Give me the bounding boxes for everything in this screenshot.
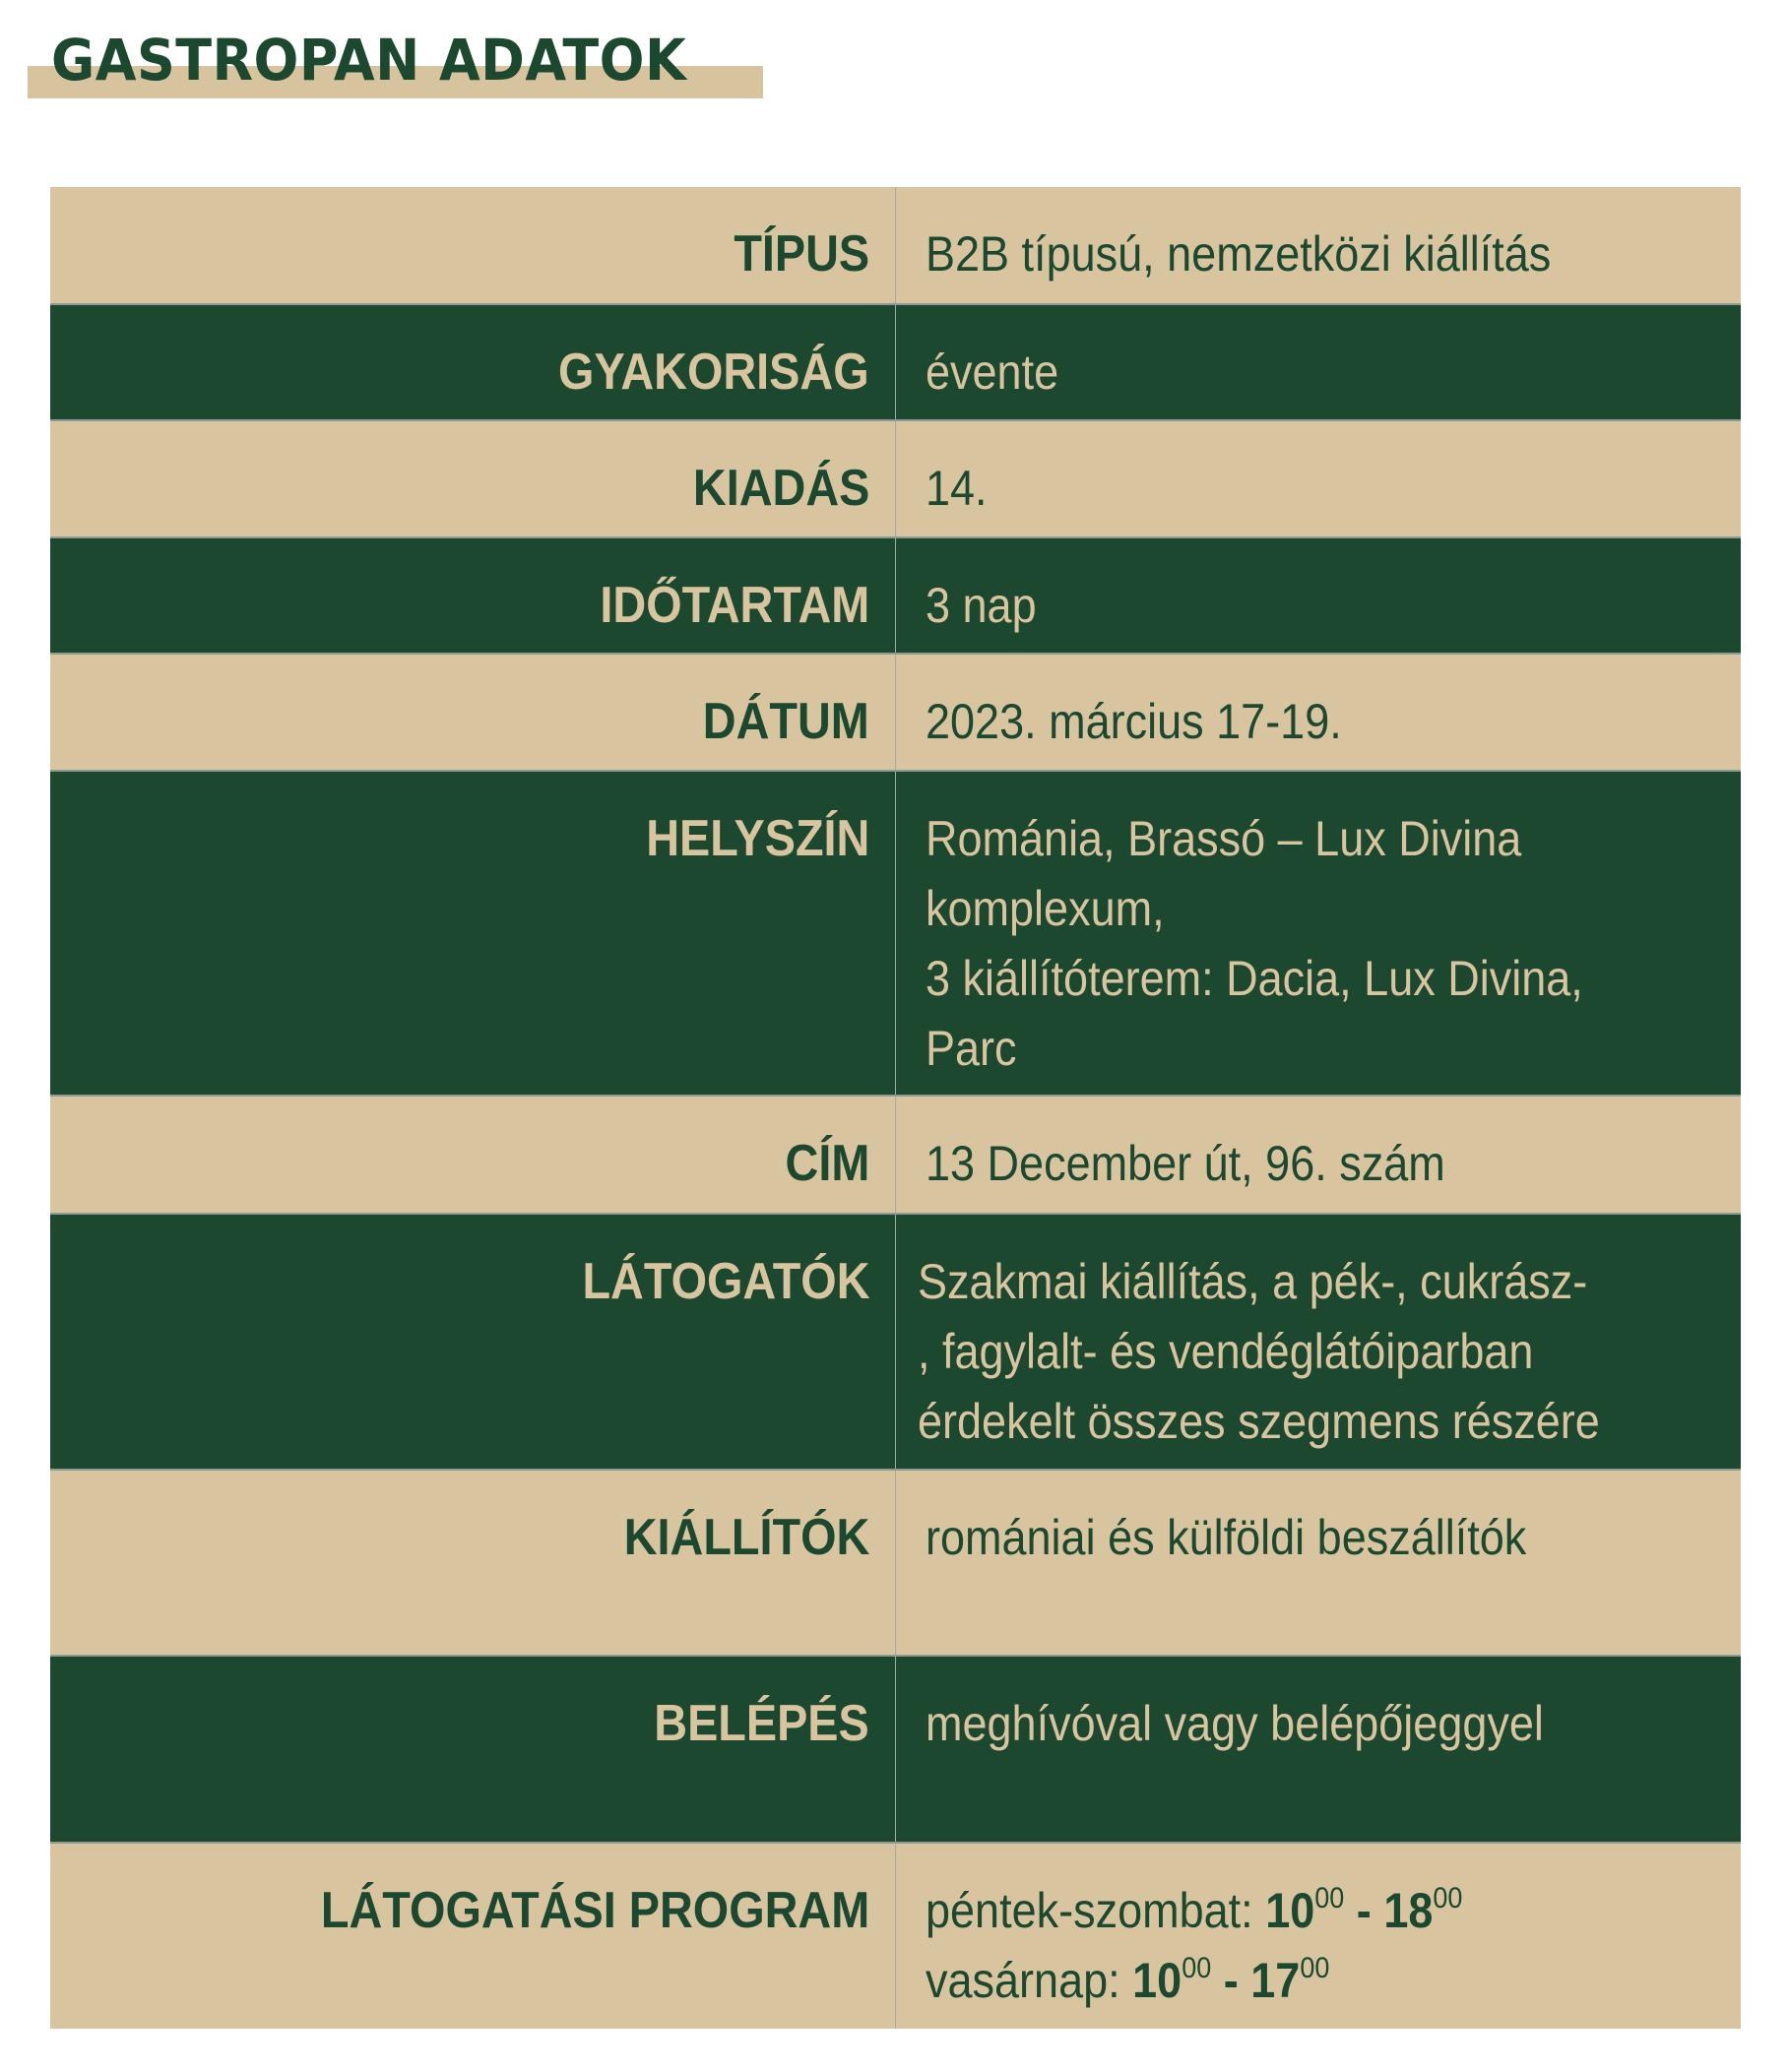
row-value: 3 nap — [926, 578, 1037, 633]
row-gyakorisag — [50, 303, 1741, 419]
row-value: Románia, Brassó – Lux Divina komplexum, 3 kiállítóterem: Dacia, Lux Divina, Parc — [926, 811, 1583, 1076]
event-details-table — [50, 187, 1741, 2029]
row-latogatasi-program — [50, 1842, 1741, 2029]
schedule-line-weekend: péntek-szombat: $10^{00} - 18^{00}$ — [926, 1882, 1463, 1938]
row-label: IDŐTARTAM — [50, 538, 896, 653]
row-label: KIÁLLÍTÓK — [50, 1471, 896, 1655]
page-title: GASTROPAN ADATOK — [51, 27, 687, 94]
row-value — [896, 1844, 1741, 2029]
row-value: meghívóval vagy belépőjeggyel — [926, 1696, 1544, 1751]
row-label: LÁTOGATÁSI PROGRAM — [50, 1844, 896, 2029]
row-value: 13 December út, 96. szám — [926, 1136, 1445, 1191]
row-kiallitok — [50, 1469, 1741, 1655]
row-tipus — [50, 187, 1741, 303]
row-cim — [50, 1095, 1741, 1213]
row-label: HELYSZÍN — [50, 772, 896, 1095]
row-latogatok — [50, 1213, 1741, 1469]
row-label: LÁTOGATÓK — [50, 1215, 896, 1469]
row-value: B2B típusú, nemzetközi kiállítás — [926, 226, 1552, 282]
row-value: Szakmai kiállítás, a pék-, cukrász- , fagylalt- és vendéglátóiparban érdekelt összes szegmens részére — [918, 1254, 1600, 1449]
row-helyszin — [50, 770, 1741, 1095]
row-label: GYAKORISÁG — [50, 305, 896, 419]
row-datum — [50, 653, 1741, 770]
row-kiadas — [50, 419, 1741, 536]
row-value: évente — [926, 345, 1059, 400]
row-label: DÁTUM — [50, 655, 896, 770]
row-label: BELÉPÉS — [50, 1657, 896, 1842]
schedule-line-sunday: vasárnap: $10^{00} - 17^{00}$ — [926, 1952, 1330, 2008]
row-label: CÍM — [50, 1097, 896, 1213]
row-label: TÍPUS — [50, 187, 896, 303]
row-belepes — [50, 1655, 1741, 1842]
row-value: romániai és külföldi beszállítók — [926, 1510, 1527, 1565]
row-label: KIADÁS — [50, 421, 896, 536]
row-idotartam — [50, 536, 1741, 653]
row-value: 2023. március 17-19. — [926, 694, 1342, 749]
page-header — [0, 0, 788, 108]
row-value: 14. — [926, 461, 988, 516]
